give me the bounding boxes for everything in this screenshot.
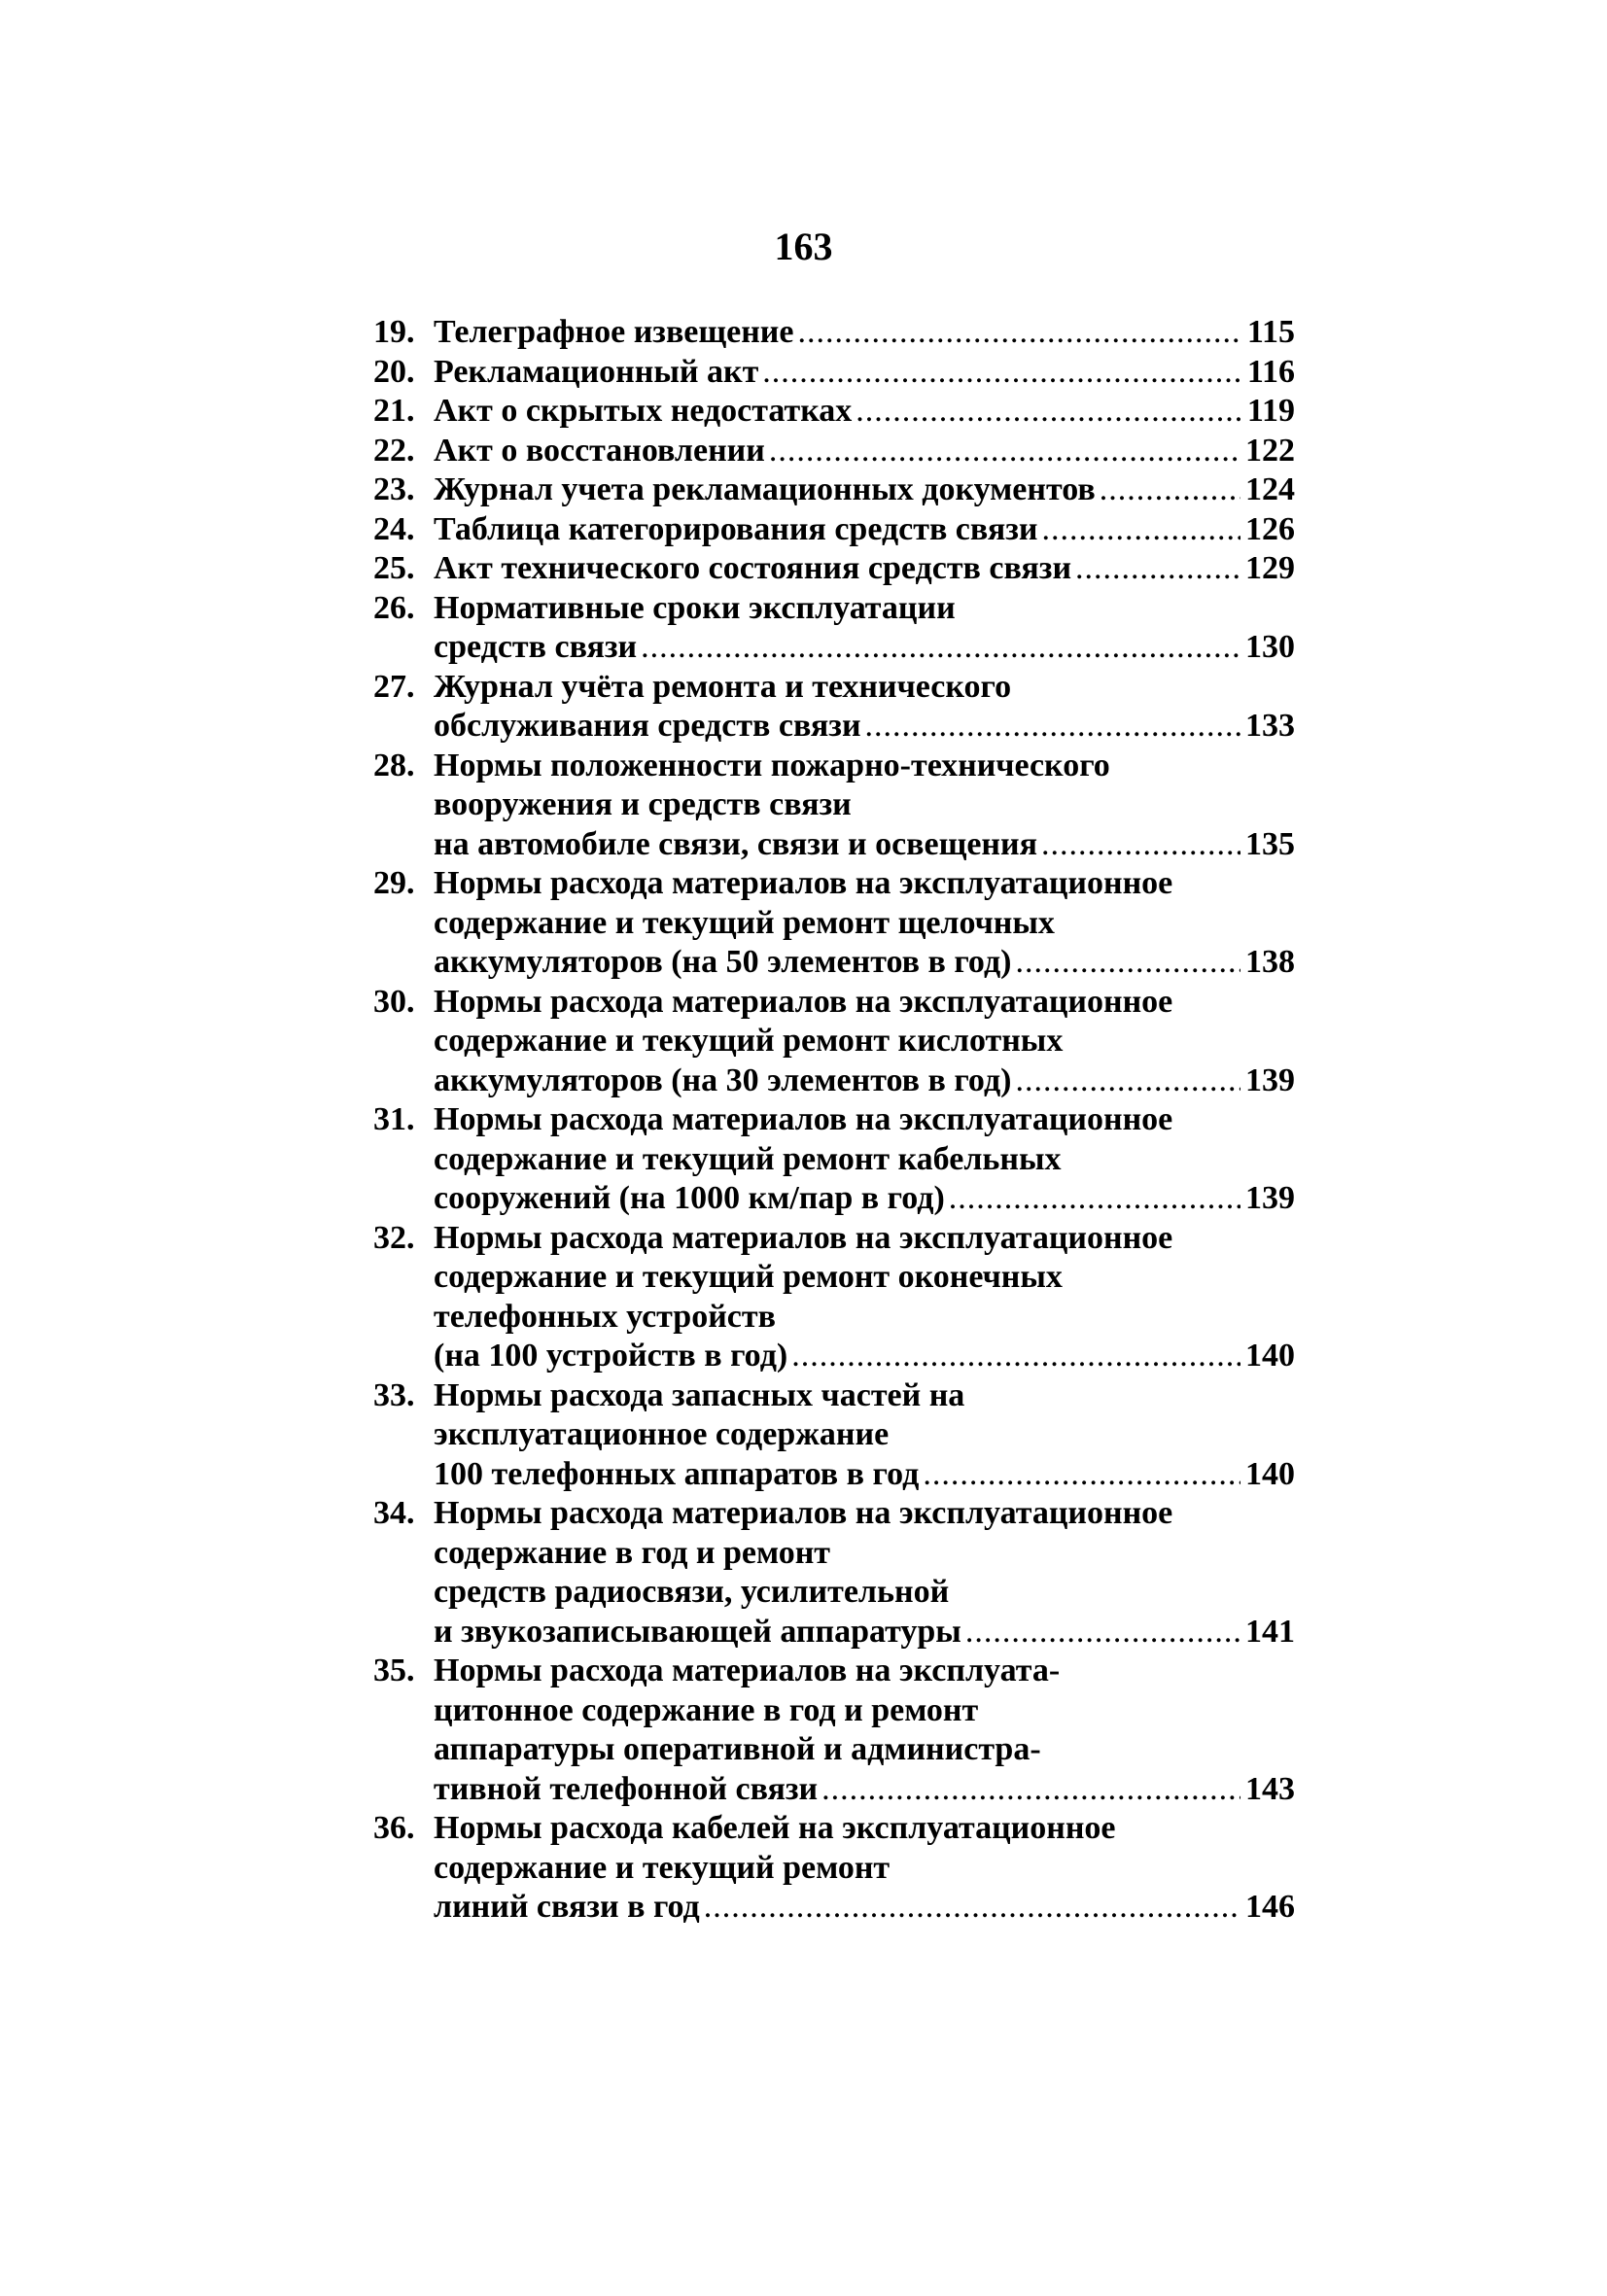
entry-number: 33. [373, 1376, 415, 1413]
entry-body [434, 1376, 1295, 1495]
entry-title-line: средств радиосвязи, усилительной [434, 1574, 950, 1610]
entry-page-number: 138 [1245, 944, 1295, 980]
entry-title-line [434, 825, 1295, 865]
entry-number: 36. [373, 1810, 415, 1846]
entry-title-line [434, 353, 1295, 393]
entry-page-number: 115 [1246, 314, 1295, 350]
entry-title-text: Журнал учета рекламационных документов [434, 471, 1096, 507]
entry-title-line [434, 313, 1295, 353]
entry-title-line [434, 1455, 1295, 1495]
dot-leader [923, 1455, 1240, 1495]
entry-title-line: Нормы расхода материалов на эксплуата- [434, 1652, 1061, 1688]
entry-title-line: Нормы расхода материалов на эксплуатационное [434, 1495, 1173, 1531]
entry-body [434, 747, 1295, 865]
entry-title-line [434, 470, 1295, 510]
page-number: 163 [774, 225, 833, 268]
entry-title-line: аппаратуры оперативной и администра- [434, 1731, 1041, 1767]
entry-page-number: 122 [1245, 432, 1295, 469]
toc-entry [373, 1652, 1295, 1809]
dot-leader [865, 707, 1240, 747]
entry-title-line [434, 392, 1295, 432]
entry-title-line [434, 1061, 1295, 1101]
entry-number: 22. [373, 432, 415, 469]
table-of-contents [373, 313, 1295, 1928]
entry-title-text: Акт о скрытых недостатках [434, 393, 853, 429]
toc-entry [373, 470, 1295, 510]
dot-leader [965, 1613, 1240, 1652]
entry-title-line: Нормы расхода материалов на эксплуатационное [434, 1101, 1173, 1137]
entry-number: 24. [373, 510, 415, 547]
entry-title-line [434, 1613, 1295, 1652]
entry-number: 26. [373, 589, 415, 626]
entry-title-text: Телеграфное извещение [434, 314, 794, 350]
entry-title-line [434, 1770, 1295, 1810]
toc-entry [373, 747, 1295, 865]
entry-title-line: Нормы расхода материалов на эксплуатационное [434, 1219, 1173, 1256]
entry-title-text: тивной телефонной связи [434, 1770, 819, 1807]
toc-entry [373, 392, 1295, 432]
entry-title-line [434, 1888, 1295, 1928]
entry-title-line [434, 628, 1295, 668]
dot-leader [641, 628, 1240, 668]
dot-leader [769, 432, 1240, 471]
toc-entry [373, 353, 1295, 393]
entry-title-text: аккумуляторов (на 50 элементов в год) [434, 944, 1012, 980]
toc-entry [373, 510, 1295, 550]
toc-entry [373, 668, 1295, 747]
entry-title-line: содержание и текущий ремонт [434, 1849, 891, 1886]
entry-page-number: 139 [1245, 1061, 1295, 1098]
dot-leader [797, 313, 1240, 353]
dot-leader [1015, 1061, 1240, 1101]
entry-title-line: Нормы расхода запасных частей на [434, 1376, 965, 1413]
dot-leader [762, 353, 1240, 393]
entry-page-number: 143 [1245, 1770, 1295, 1807]
entry-number: 20. [373, 353, 415, 390]
entry-body [434, 864, 1295, 983]
entry-title-line: Журнал учёта ремонта и технического [434, 668, 1012, 705]
toc-entry [373, 864, 1295, 983]
entry-page-number: 140 [1245, 1338, 1295, 1374]
entry-title-line: содержание и текущий ремонт оконечных [434, 1259, 1063, 1295]
entry-page-number: 141 [1245, 1613, 1295, 1650]
entry-title-line: содержание и текущий ремонт кабельных [434, 1140, 1062, 1177]
dot-leader [856, 392, 1240, 432]
entry-number: 21. [373, 393, 415, 429]
entry-page-number: 130 [1245, 629, 1295, 665]
entry-title-line: содержание и текущий ремонт щелочных [434, 904, 1055, 941]
entry-title-text: аккумуляторов (на 30 элементов в год) [434, 1061, 1012, 1098]
entry-title-line [434, 432, 1295, 471]
entry-body [434, 1809, 1295, 1928]
entry-title-line [434, 943, 1295, 983]
entry-title-line: Нормы положенности пожарно-технического [434, 747, 1110, 783]
entry-number: 25. [373, 550, 415, 586]
entry-title-line: Нормы расхода кабелей на эксплуатационное [434, 1810, 1116, 1846]
entry-title-text: Акт о восстановлении [434, 432, 765, 469]
entry-title-text: (на 100 устройств в год) [434, 1338, 788, 1374]
toc-entry [373, 1219, 1295, 1376]
entry-body [434, 313, 1295, 353]
entry-title-line [434, 707, 1295, 747]
entry-page-number: 119 [1246, 393, 1295, 429]
entry-number: 30. [373, 983, 415, 1020]
entry-title-text: Рекламационный акт [434, 353, 759, 390]
entry-title-line [434, 510, 1295, 550]
entry-number: 19. [373, 314, 415, 350]
entry-number: 34. [373, 1495, 415, 1531]
entry-body [434, 668, 1295, 747]
entry-body [434, 1100, 1295, 1219]
entry-page-number: 135 [1245, 825, 1295, 862]
entry-title-text: Акт технического состояния средств связи [434, 550, 1072, 586]
entry-body [434, 1494, 1295, 1652]
entry-title-line: Нормативные сроки эксплуатации [434, 589, 956, 626]
toc-entry [373, 313, 1295, 353]
entry-title-line: содержание и текущий ремонт кислотных [434, 1023, 1064, 1059]
entry-title-line: вооружения и средств связи [434, 786, 852, 822]
dot-leader [791, 1337, 1240, 1376]
entry-title-text: линий связи в год [434, 1889, 700, 1925]
toc-entry [373, 1376, 1295, 1495]
entry-body [434, 589, 1295, 668]
entry-page-number: 129 [1245, 550, 1295, 586]
entry-number: 23. [373, 471, 415, 507]
dot-leader [821, 1770, 1240, 1810]
entry-number: 29. [373, 865, 415, 901]
dot-leader [949, 1179, 1240, 1219]
entry-title-line [434, 1179, 1295, 1219]
entry-title-line: цитонное содержание в год и ремонт [434, 1691, 979, 1728]
entry-page-number: 146 [1245, 1889, 1295, 1925]
entry-number: 31. [373, 1101, 415, 1137]
toc-entry [373, 1494, 1295, 1652]
entry-body [434, 392, 1295, 432]
entry-title-text: Таблица категорирования средств связи [434, 510, 1038, 547]
entry-title-line: Нормы расхода материалов на эксплуатационное [434, 983, 1173, 1020]
entry-body [434, 470, 1295, 510]
dot-leader [1041, 510, 1240, 550]
entry-page-number: 139 [1245, 1180, 1295, 1216]
entry-number: 28. [373, 747, 415, 783]
entry-body [434, 1652, 1295, 1809]
entry-title-text: на автомобиле связи, связи и освещения [434, 825, 1037, 862]
entry-title-line [434, 549, 1295, 589]
entry-page-number: 140 [1245, 1455, 1295, 1492]
entry-page-number: 124 [1245, 471, 1295, 507]
toc-entry [373, 589, 1295, 668]
entry-title-line [434, 1337, 1295, 1376]
entry-body [434, 432, 1295, 471]
entry-title-line: эксплуатационное содержание [434, 1416, 890, 1452]
entry-title-line: содержание в год и ремонт [434, 1534, 830, 1571]
entry-title-text: 100 телефонных аппаратов в год [434, 1455, 920, 1492]
entry-number: 27. [373, 668, 415, 705]
entry-page-number: 133 [1245, 708, 1295, 744]
dot-leader [1075, 549, 1240, 589]
entry-title-text: сооружений (на 1000 км/пар в год) [434, 1180, 945, 1216]
entry-body [434, 549, 1295, 589]
entry-title-line: Нормы расхода материалов на эксплуатационное [434, 865, 1173, 901]
dot-leader [1100, 470, 1240, 510]
entry-title-line: телефонных устройств [434, 1298, 776, 1335]
toc-entry [373, 1809, 1295, 1928]
entry-body [434, 983, 1295, 1101]
dot-leader [1041, 825, 1240, 865]
dot-leader [1015, 943, 1240, 983]
entry-number: 32. [373, 1219, 415, 1256]
entry-body [434, 1219, 1295, 1376]
entry-body [434, 353, 1295, 393]
entry-page-number: 126 [1245, 510, 1295, 547]
entry-number: 35. [373, 1652, 415, 1688]
entry-title-text: обслуживания средств связи [434, 708, 861, 744]
toc-entry [373, 549, 1295, 589]
toc-entry [373, 1100, 1295, 1219]
entry-page-number: 116 [1246, 353, 1295, 390]
entry-title-text: и звукозаписывающей аппаратуры [434, 1613, 961, 1650]
dot-leader [704, 1888, 1240, 1928]
toc-entry [373, 432, 1295, 471]
toc-entry [373, 983, 1295, 1101]
entry-body [434, 510, 1295, 550]
entry-title-text: средств связи [434, 629, 638, 665]
